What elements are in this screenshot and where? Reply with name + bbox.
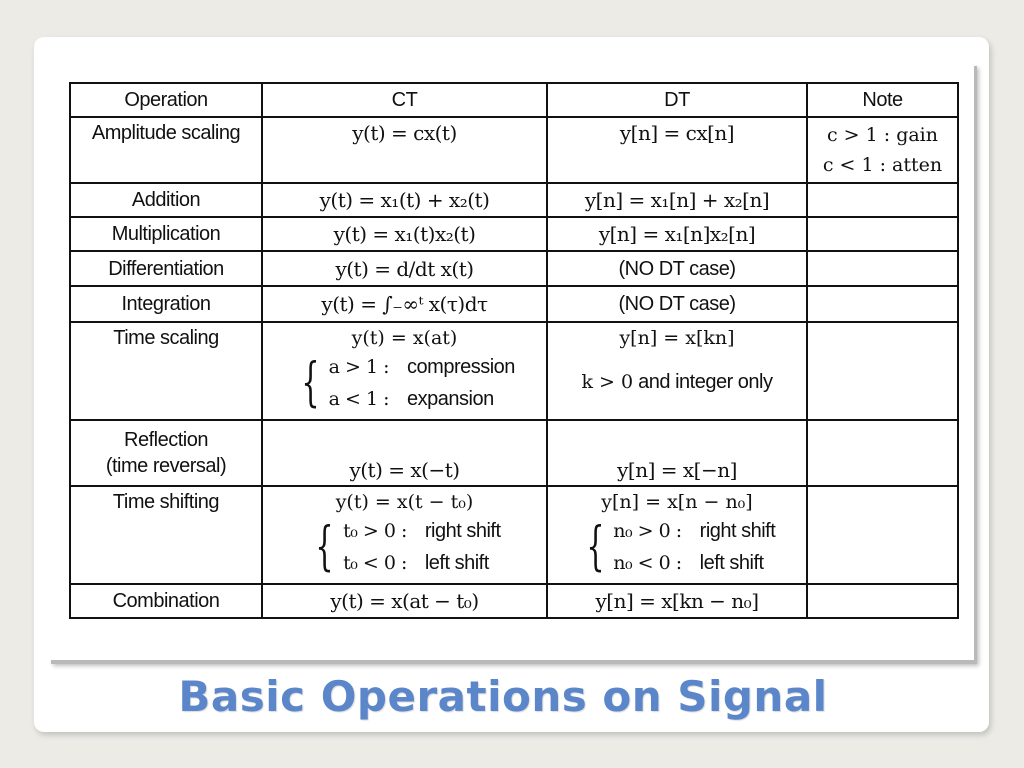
operation-cell xyxy=(70,420,262,486)
note-cell xyxy=(807,584,958,618)
ct-cell xyxy=(262,486,547,584)
ct-formula: y(t) = x(at − t₀) xyxy=(262,584,547,618)
operation-cell: Combination xyxy=(70,584,262,618)
table-row xyxy=(70,420,958,486)
dt-formula: y[n] = cx[n] xyxy=(547,117,807,183)
left-brace: { xyxy=(301,353,320,413)
case-line xyxy=(329,351,515,383)
constraint-condition: k > 0 xyxy=(581,371,634,393)
dt-formula: (NO DT case) xyxy=(547,286,807,322)
note-line: c > 1 : gain xyxy=(826,124,938,146)
case-condition: n₀ > 0 : xyxy=(613,520,682,542)
header-note: Note xyxy=(807,83,958,117)
note-cell xyxy=(807,251,958,286)
note-line: c < 1 : atten xyxy=(822,154,943,176)
note-cell xyxy=(807,117,958,183)
note-cell xyxy=(807,183,958,217)
case-condition: n₀ < 0 : xyxy=(613,552,682,574)
table-row xyxy=(70,217,958,251)
case-description: expansion xyxy=(407,388,494,410)
ct-formula: y(t) = d/dt x(t) xyxy=(262,251,547,286)
left-brace: { xyxy=(586,517,604,577)
operation-cell: Multiplication xyxy=(70,217,262,251)
ct-cases xyxy=(267,515,542,579)
operations-table xyxy=(69,82,959,619)
dt-formula: y[n] = x[kn] xyxy=(619,327,735,349)
dt-cell xyxy=(547,322,807,420)
case-description: compression xyxy=(407,356,515,378)
table-row xyxy=(70,251,958,286)
dt-formula: y[n] = x₁[n] + x₂[n] xyxy=(547,183,807,217)
ct-formula: y(t) = x(t − t₀) xyxy=(335,491,474,513)
note-cell xyxy=(807,286,958,322)
table-row xyxy=(70,117,958,183)
case-condition: t₀ > 0 : xyxy=(343,520,407,542)
constraint-description: and integer only xyxy=(633,371,773,393)
case-condition: a < 1 : xyxy=(328,388,390,410)
header-ct: CT xyxy=(262,83,547,117)
operation-cell: Time shifting xyxy=(70,486,262,584)
case-description: left shift xyxy=(699,552,764,574)
header-operation: Operation xyxy=(70,83,262,117)
ct-formula: y(t) = x(at) xyxy=(351,327,458,349)
case-line xyxy=(329,383,494,415)
operation-cell: Integration xyxy=(70,286,262,322)
dt-cases xyxy=(552,515,802,579)
case-description: right shift xyxy=(699,520,776,542)
dt-formula: (NO DT case) xyxy=(547,251,807,286)
table-row xyxy=(70,322,958,420)
operation-cell: Differentiation xyxy=(70,251,262,286)
dt-formula: y[n] = x₁[n]x₂[n] xyxy=(547,217,807,251)
case-condition: a > 1 : xyxy=(328,356,390,378)
table-row xyxy=(70,486,958,584)
case-condition: t₀ < 0 : xyxy=(343,552,407,574)
ct-formula: y(t) = ∫₋∞ᵗ x(τ)dτ xyxy=(262,286,547,322)
note-cell xyxy=(807,322,958,420)
dt-formula: y[n] = x[n − n₀] xyxy=(601,491,753,513)
dt-formula: y[n] = x[kn − n₀] xyxy=(547,584,807,618)
case-description: right shift xyxy=(424,520,501,542)
case-line xyxy=(613,515,775,547)
case-line xyxy=(613,547,763,579)
table-header-row xyxy=(70,83,958,117)
case-line xyxy=(343,515,500,547)
table-row xyxy=(70,286,958,322)
dt-cell xyxy=(547,486,807,584)
operation-cell: Addition xyxy=(70,183,262,217)
header-dt: DT xyxy=(547,83,807,117)
dt-formula: y[n] = x[−n] xyxy=(547,420,807,486)
left-brace: { xyxy=(315,517,334,577)
ct-cases xyxy=(267,351,542,415)
operation-line: Reflection xyxy=(124,429,208,451)
slide-title: Basic Operations on Signal xyxy=(178,672,828,721)
ct-formula: y(t) = cx(t) xyxy=(262,117,547,183)
table-row xyxy=(70,584,958,618)
operation-cell: Time scaling xyxy=(70,322,262,420)
operation-cell: Amplitude scaling xyxy=(70,117,262,183)
operation-line: (time reversal) xyxy=(105,455,227,477)
table-row xyxy=(70,183,958,217)
case-description: left shift xyxy=(424,552,489,574)
ct-formula: y(t) = x₁(t)x₂(t) xyxy=(262,217,547,251)
ct-formula: y(t) = x₁(t) + x₂(t) xyxy=(262,183,547,217)
note-cell xyxy=(807,217,958,251)
ct-formula: y(t) = x(−t) xyxy=(262,420,547,486)
case-line xyxy=(343,547,489,579)
dt-constraint xyxy=(552,369,802,395)
ct-cell xyxy=(262,322,547,420)
note-cell xyxy=(807,486,958,584)
note-cell xyxy=(807,420,958,486)
